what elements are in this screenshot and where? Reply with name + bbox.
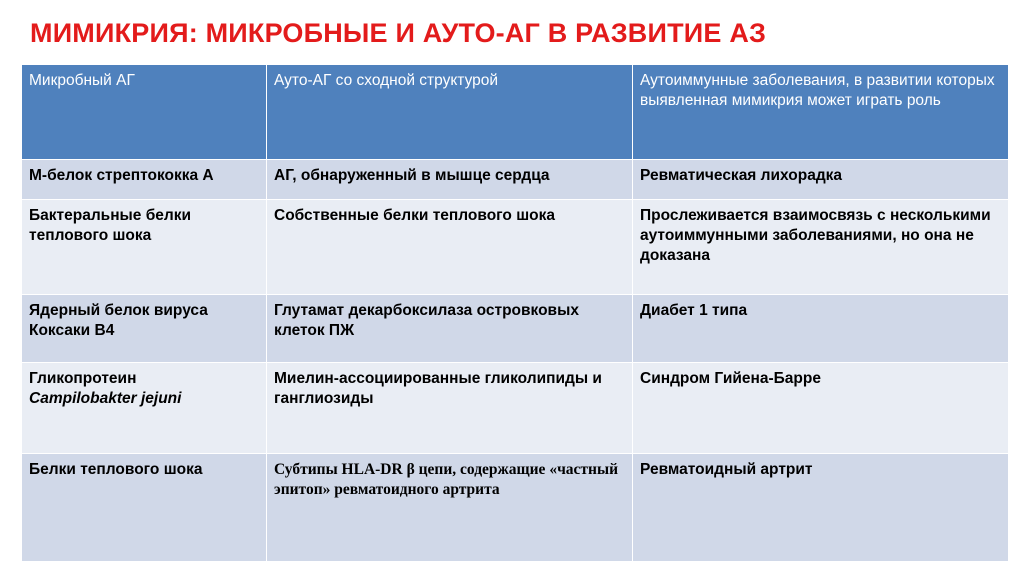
table-row <box>22 363 1009 454</box>
header-diseases: Аутоиммунные заболевания, в развитии которых выявленная мимикрия может играть роль <box>633 65 1009 160</box>
cell-microbial-ag: М-белок стрептококка А <box>22 160 267 200</box>
header-auto-ag: Ауто-АГ со сходной структурой <box>267 65 633 160</box>
cell-auto-ag: Субтипы HLA-DR β цепи, содержащие «частный эпитоп» ревматоидного артрита <box>267 454 633 562</box>
cell-disease: Ревматическая лихорадка <box>633 160 1009 200</box>
cell-disease: Диабет 1 типа <box>633 295 1009 363</box>
cell-auto-ag: АГ, обнаруженный в мышце сердца <box>267 160 633 200</box>
mimicry-table <box>21 64 1009 562</box>
cell-disease: Прослеживается взаимосвязь с несколькими аутоиммунными заболеваниями, но она не доказана <box>633 200 1009 295</box>
table-row <box>22 200 1009 295</box>
table-row <box>22 295 1009 363</box>
table-row <box>22 160 1009 200</box>
cell-disease: Ревматоидный артрит <box>633 454 1009 562</box>
cell-microbial-ag: Белки теплового шока <box>22 454 267 562</box>
table-header-row <box>22 65 1009 160</box>
slide-title: МИМИКРИЯ: МИКРОБНЫЕ И АУТО-АГ В РАЗВИТИЕ АЗ <box>30 18 767 48</box>
cell-microbial-ag: Бактеральные белки теплового шока <box>22 200 267 295</box>
cell-microbial-ag <box>22 363 267 454</box>
cell-auto-ag: Собственные белки теплового шока <box>267 200 633 295</box>
cell-microbial-ag-species: Campilobakter jejuni <box>29 390 182 407</box>
cell-microbial-ag: Ядерный белок вируса Коксаки В4 <box>22 295 267 363</box>
cell-microbial-ag-line1: Гликопротеин <box>29 370 137 387</box>
cell-disease: Синдром Гийена-Барре <box>633 363 1009 454</box>
table-row <box>22 454 1009 562</box>
cell-auto-ag: Миелин-ассоциированные гликолипиды и ганглиозиды <box>267 363 633 454</box>
header-microbial-ag: Микробный АГ <box>22 65 267 160</box>
cell-auto-ag: Глутамат декарбоксилаза островковых клеток ПЖ <box>267 295 633 363</box>
